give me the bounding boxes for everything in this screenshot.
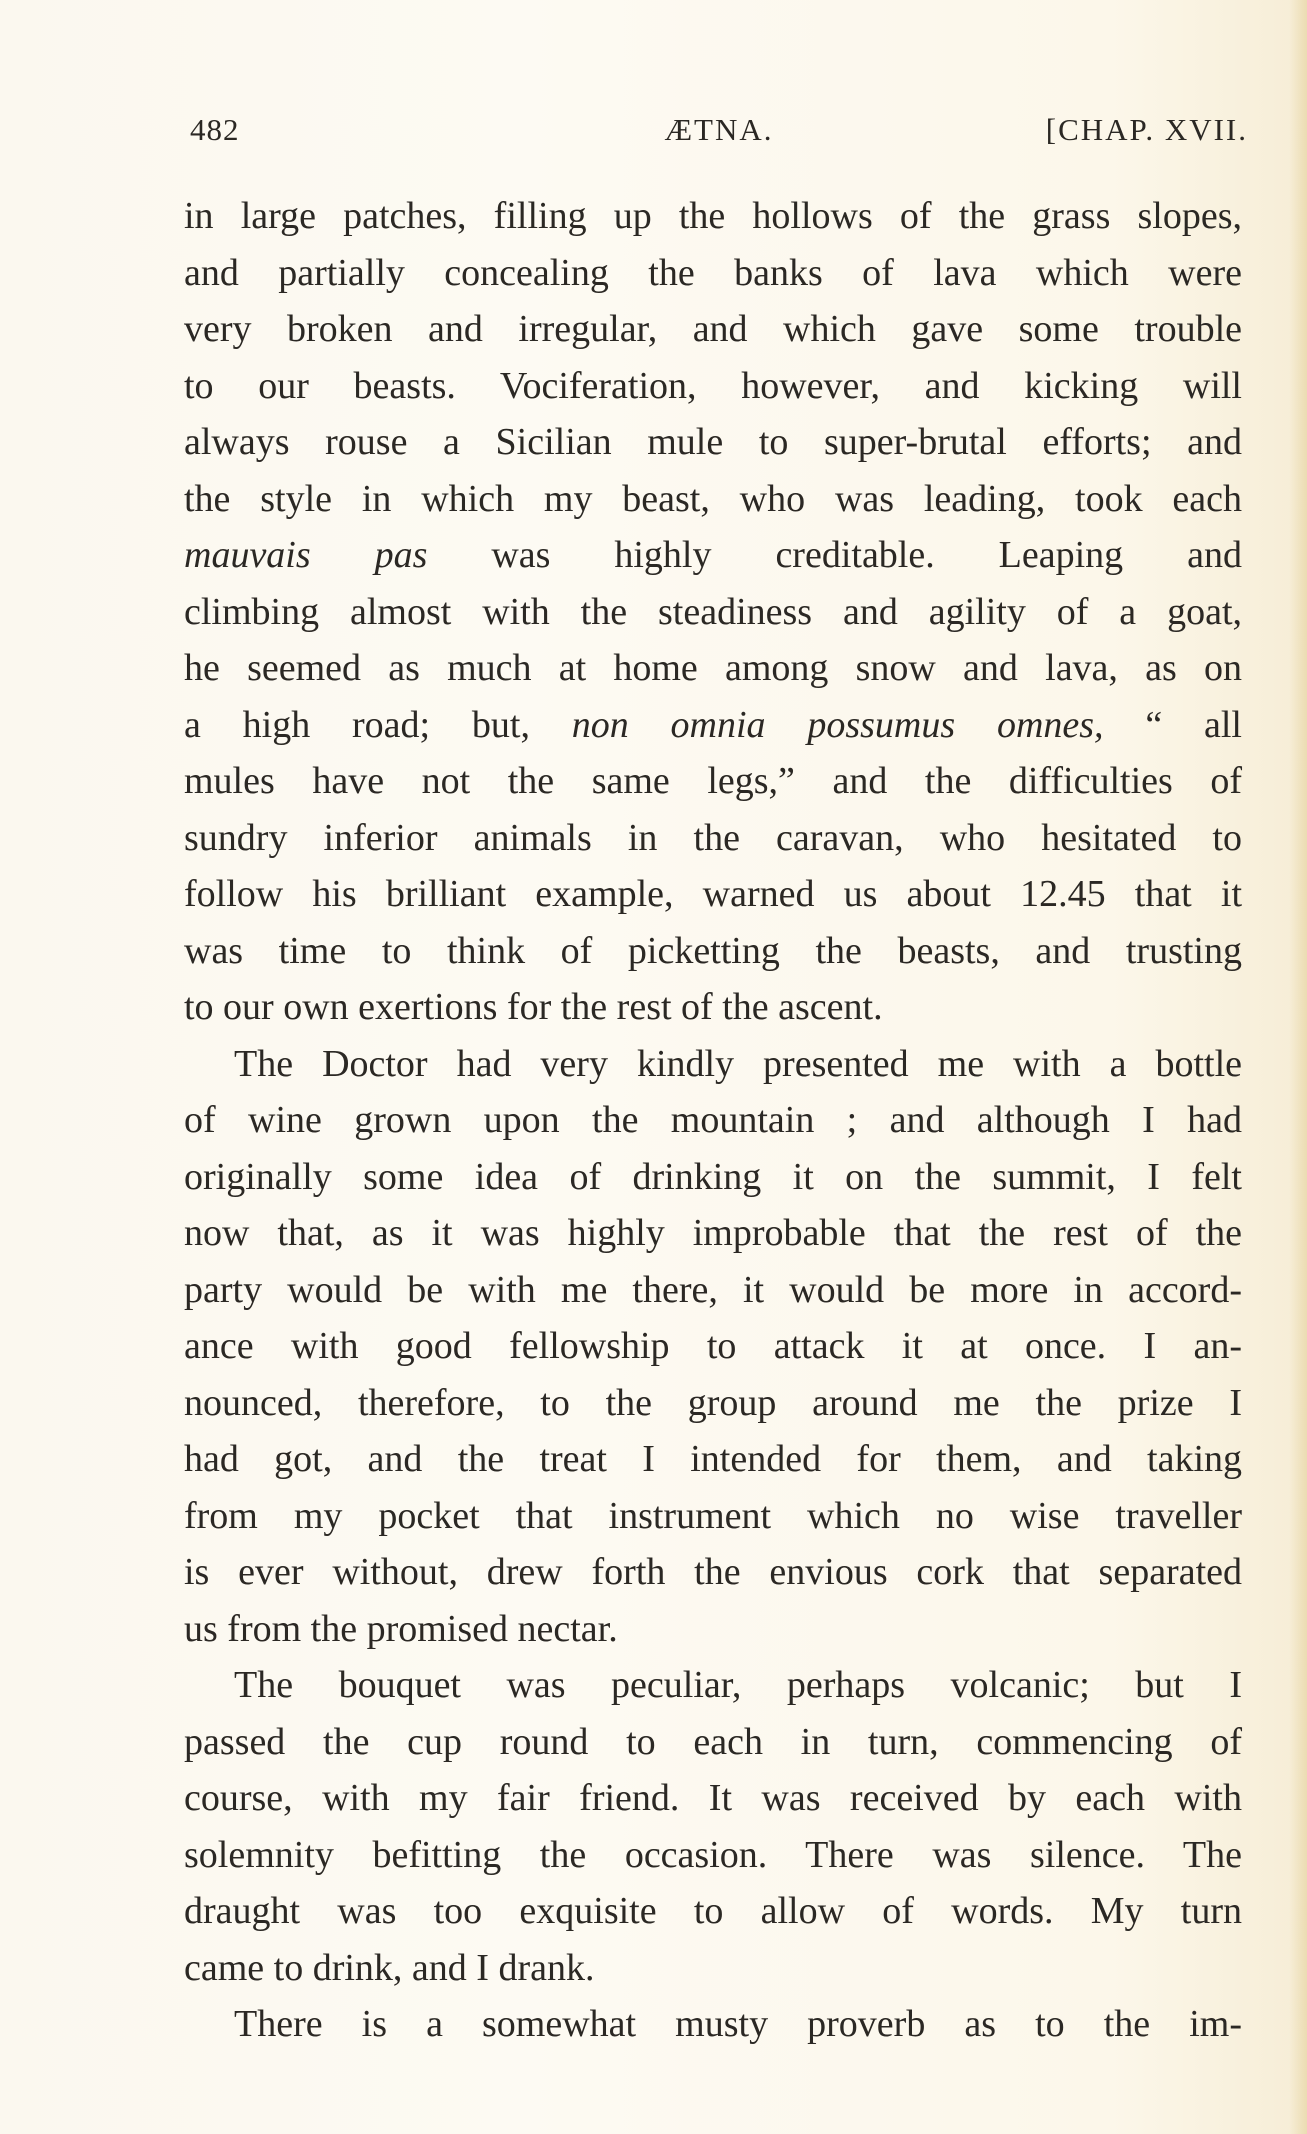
text-line: draught was too exquisite to allow of words. My turn — [184, 1890, 1242, 1932]
text-line: sundry inferior animals in the caravan, who hesitated to — [184, 816, 1242, 859]
text-line: a high road; but, non omnia possumus omnes, “ all — [184, 703, 1242, 746]
text-line: of wine grown upon the mountain ; and although I had — [184, 1099, 1242, 1141]
italic-phrase: mauvais pas — [184, 534, 428, 576]
text-line: to our beasts. Vociferation, however, and kicking will — [184, 364, 1242, 407]
paragraph-start: The Doctor had very kindly presented me with a bottle — [234, 1042, 1242, 1085]
text-line: in large patches, filling up the hollows of the grass slopes, — [184, 195, 1242, 237]
text-line: party would be with me there, it would be more in accord- — [184, 1268, 1242, 1311]
text-line: had got, and the treat I intended for them, and taking — [184, 1438, 1242, 1480]
text-line: mauvais pas was highly creditable. Leaping and — [184, 534, 1242, 576]
text-line: very broken and irregular, and which gave some trouble — [184, 308, 1242, 350]
paragraph-start: There is a somewhat musty proverb as to the im- — [234, 2003, 1242, 2045]
text-line: climbing almost with the steadiness and agility of a goat, — [184, 590, 1242, 633]
page-header — [190, 112, 1248, 152]
running-title: ÆTNA. — [664, 112, 774, 147]
text-line: the style in which my beast, who was leading, took each — [184, 477, 1242, 520]
text-line: course, with my fair friend. It was received by each with — [184, 1777, 1242, 1819]
text-line: came to drink, and I drank. — [184, 1946, 595, 1989]
text-line: us from the promised nectar. — [184, 1607, 618, 1650]
page-number: 482 — [190, 112, 240, 147]
text-line: he seemed as much at home among snow and lava, as on — [184, 647, 1242, 689]
text-line: originally some idea of drinking it on the summit, I felt — [184, 1155, 1242, 1198]
text-line: to our own exertions for the rest of the ascent. — [184, 986, 883, 1028]
text-line: was time to think of picketting the beasts, and trusting — [184, 929, 1242, 972]
text-line: mules have not the same legs,” and the difficulties of — [184, 760, 1242, 802]
paragraph-start: The bouquet was peculiar, perhaps volcanic; but I — [234, 1664, 1242, 1706]
text-line: follow his brilliant example, warned us about 12.45 that it — [184, 873, 1242, 915]
chapter-label: [CHAP. XVII. — [1045, 112, 1248, 147]
text-line: passed the cup round to each in turn, commencing of — [184, 1720, 1242, 1763]
text-line: nounced, therefore, to the group around me the prize I — [184, 1381, 1242, 1424]
page-edge-shading — [1289, 0, 1307, 2134]
text-line: ance with good fellowship to attack it at once. I an- — [184, 1325, 1242, 1367]
text-line: always rouse a Sicilian mule to super-brutal efforts; and — [184, 421, 1242, 463]
text-line: solemnity befitting the occasion. There was silence. The — [184, 1833, 1242, 1876]
text-line: now that, as it was highly improbable that the rest of the — [184, 1212, 1242, 1254]
italic-phrase: non omnia possumus omnes, — [571, 703, 1104, 746]
text-line: from my pocket that instrument which no wise traveller — [184, 1494, 1242, 1537]
body-text — [184, 188, 1242, 2053]
text-line: and partially concealing the banks of lava which were — [184, 251, 1242, 294]
text-line: is ever without, drew forth the envious cork that separated — [184, 1551, 1242, 1593]
